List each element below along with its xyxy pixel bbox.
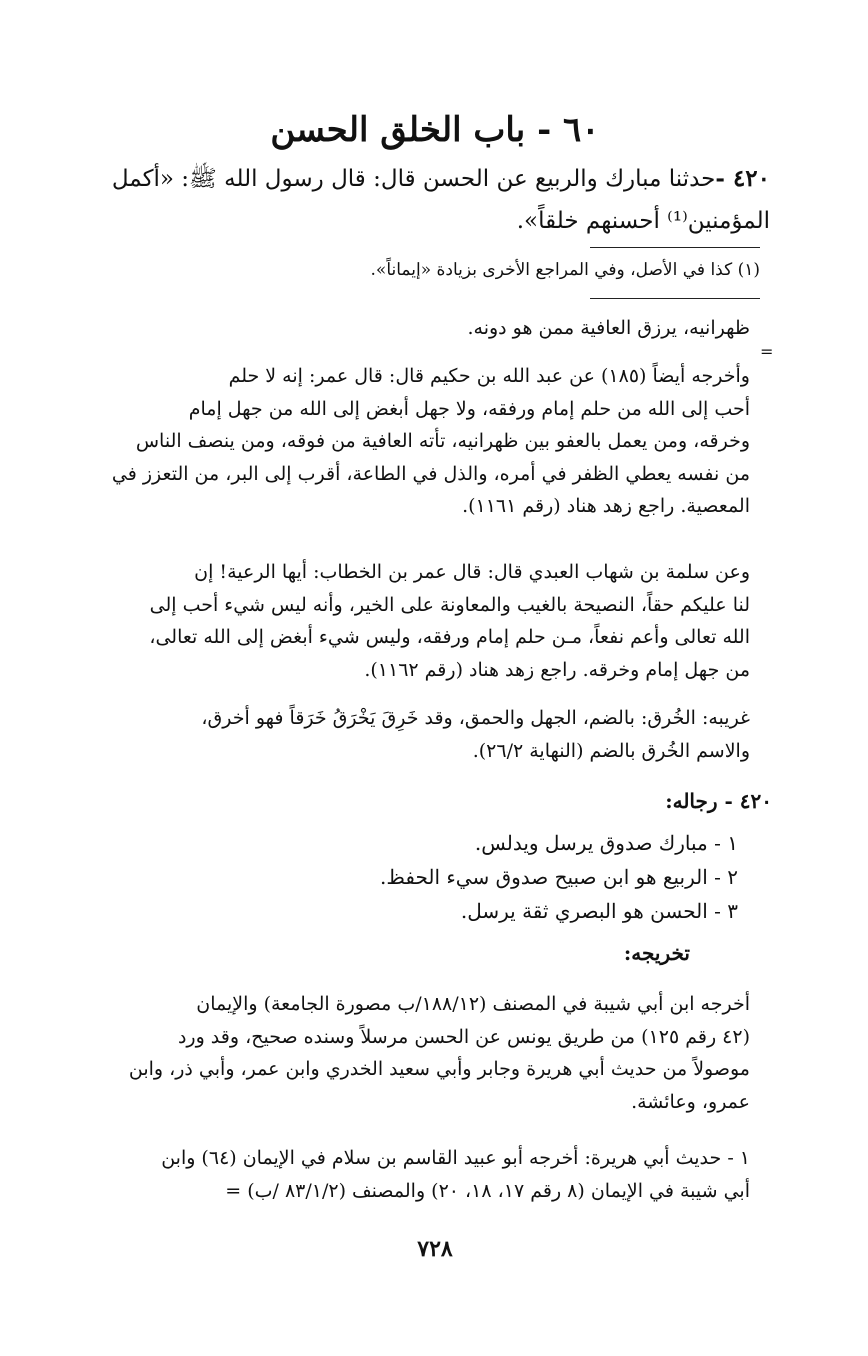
page-number: ٧٢٨ <box>417 1236 453 1262</box>
text-line: (٤٢ رقم ١٢٥) من طريق يونس عن الحسن مرسلاً وسنده صحيح، وقد ورد <box>177 1025 750 1048</box>
hadith-number: ٤٢٠ - <box>715 165 770 192</box>
takhrij-paragraph-2 <box>70 1142 750 1207</box>
text-line: وخرقه، ومن يعمل بالعفو بين ظهرانيه، تأته العافية من فوقه، ومن ينصف الناس <box>135 430 750 452</box>
text-line: ١ - حديث أبي هريرة: أخرجه أبو عبيد القاسم بن سلام في الإيمان (٦٤) وابن <box>161 1147 750 1169</box>
rijal-heading: ٤٢٠ - رجاله: <box>665 789 772 813</box>
text-line: ظهرانيه، يرزق العافية ممن هو دونه. <box>467 317 750 339</box>
text-line: لنا عليكم حقاً، النصيحة بالغيب والمعاونة على الخير، وأنه ليس شيء أحب إلى <box>149 593 750 616</box>
hadith-line-1: ٤٢٠ -حدثنا مبارك والربيع عن الحسن قال: قال رسول الله ﷺ: «أكمل <box>111 165 770 192</box>
footnote: (١) كذا في الأصل، وفي المراجع الأخرى بزيادة «إيماناً». <box>370 260 760 280</box>
commentary-paragraph-1 <box>70 312 750 345</box>
rijal-item: ٢ - الربيع هو ابن صبيح صدوق سيء الحفظ. <box>380 865 738 889</box>
footnote-separator-top <box>590 247 760 248</box>
text-line: المعصية. راجع زهد هناد (رقم ١١٦١). <box>462 495 750 517</box>
text-line: من نفسه يعطي الظفر في أمره، والذل في الطاعة، أقرب إلى البر، من التعزز في <box>111 462 750 485</box>
text-line: وأخرجه أيضاً (١٨٥) عن عبد الله بن حكيم قال: قال عمر: إنه لا حلم <box>228 365 750 387</box>
rijal-list <box>300 826 738 928</box>
text-line: أبي شيبة في الإيمان (٨ رقم ١٧، ١٨، ٢٠) والمصنف (٨٣/١/٢ /ب) = <box>225 1179 750 1202</box>
commentary-paragraph-2 <box>70 360 750 523</box>
text-line: أخرجه ابن أبي شيبة في المصنف (١٨٨/١٢/ب مصورة الجامعة) والإيمان <box>196 993 750 1015</box>
text-line: أحب إلى الله من حلم إمام ورفقه، ولا جهل أبغض إلى الله من جهل إمام <box>188 397 750 420</box>
text-line: غريبه: الخُرق: بالضم، الجهل والحمق، وقد خَرِقَ يَخْرَقُ خَرَقاً فهو أخرق، <box>201 707 750 729</box>
footnote-separator-bottom <box>590 298 760 299</box>
hadith-text <box>70 158 770 242</box>
rijal-item: ٣ - الحسن هو البصري ثقة يرسل. <box>460 899 738 923</box>
takhrij-heading: تخريجه: <box>623 941 690 965</box>
text-line: والاسم الخُرق بالضم (النهاية ٢٦/٢). <box>472 739 750 762</box>
hadith-line-2: المؤمنين⁽¹⁾ أحسنهم خلقاً». <box>516 208 770 234</box>
text-line: موصولاً من حديث أبي هريرة وجابر وأبي سعيد الخدري وابن عمر، وأبي ذر، وابن <box>128 1058 750 1080</box>
text-line: الله تعالى وأعم نفعاً، مـن حلم إمام ورفقه، وليس شيء أبغض إلى الله تعالى، <box>149 626 750 648</box>
margin-mark: = <box>760 342 774 361</box>
text-line: وعن سلمة بن شهاب العبدي قال: قال عمر بن الخطاب: أيها الرعية! إن <box>194 561 750 583</box>
commentary-paragraph-3 <box>70 556 750 686</box>
text-line: عمرو، وعائشة. <box>631 1090 750 1113</box>
rijal-item: ١ - مبارك صدوق يرسل ويدلس. <box>474 831 738 855</box>
text-line: من جهل إمام وخرقه. راجع زهد هناد (رقم ١١٦٢). <box>364 658 750 681</box>
takhrij-paragraph-1 <box>70 988 750 1118</box>
gharib-paragraph <box>70 702 750 767</box>
chapter-title: ٦٠ - باب الخلق الحسن <box>270 110 600 150</box>
